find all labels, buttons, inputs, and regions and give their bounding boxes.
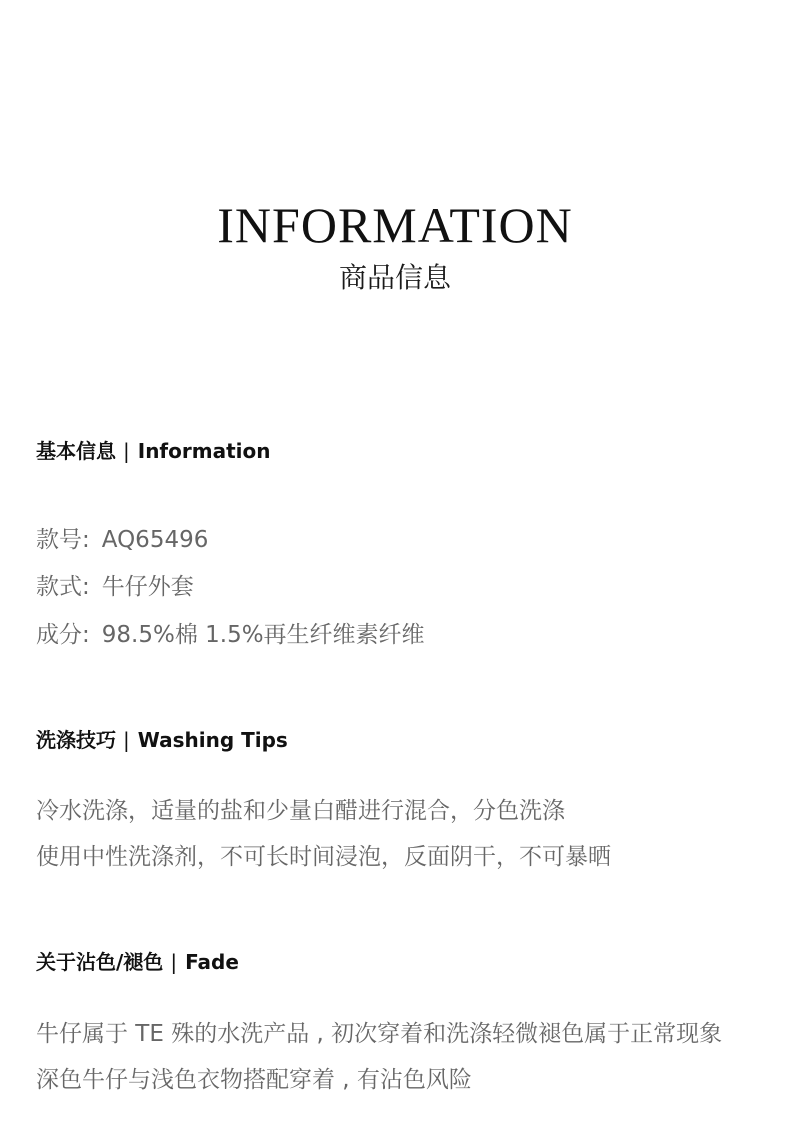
info-value: 牛仔外套 — [101, 574, 194, 600]
info-label: 款号: — [36, 527, 90, 553]
info-row-style — [36, 571, 194, 603]
section-heading-en: Information — [137, 439, 271, 463]
info-value: 98.5%棉 1.5%再生纤维素纤维 — [101, 622, 425, 648]
info-label: 成分: — [36, 622, 90, 648]
fade-note-line: 牛仔属于 TE 殊的水洗产品 , 初次穿着和洗涤轻微褪色属于正常现象 — [36, 1021, 723, 1047]
info-value: AQ65496 — [101, 527, 209, 553]
info-row-style-number — [36, 524, 208, 556]
section-heading-en: Fade — [185, 950, 239, 974]
page-title: INFORMATION — [217, 197, 573, 253]
washing-tip-line: 使用中性洗涤剂，不可长时间浸泡，反面阴干，不可暴晒 — [36, 844, 611, 870]
section-heading-cn: 基本信息 — [36, 439, 116, 463]
section-heading-fade — [36, 948, 239, 976]
heading-separator: | — [170, 950, 178, 974]
heading-separator: | — [123, 728, 130, 752]
fade-note-line: 深色牛仔与浅色衣物搭配穿着 , 有沾色风险 — [36, 1067, 472, 1093]
section-heading-washing-tips — [36, 726, 288, 754]
info-label: 款式: — [36, 574, 90, 600]
section-heading-en: Washing Tips — [137, 728, 288, 752]
washing-tip-line: 冷水洗涤，适量的盐和少量白醋进行混合，分色洗涤 — [36, 798, 565, 824]
section-heading-basic-info — [36, 437, 270, 465]
section-heading-cn: 洗涤技巧 — [36, 728, 116, 752]
info-row-composition — [36, 619, 425, 651]
page-subtitle: 商品信息 — [338, 261, 451, 294]
section-heading-cn: 关于沾色/褪色 — [36, 950, 164, 974]
heading-separator: | — [123, 439, 130, 463]
